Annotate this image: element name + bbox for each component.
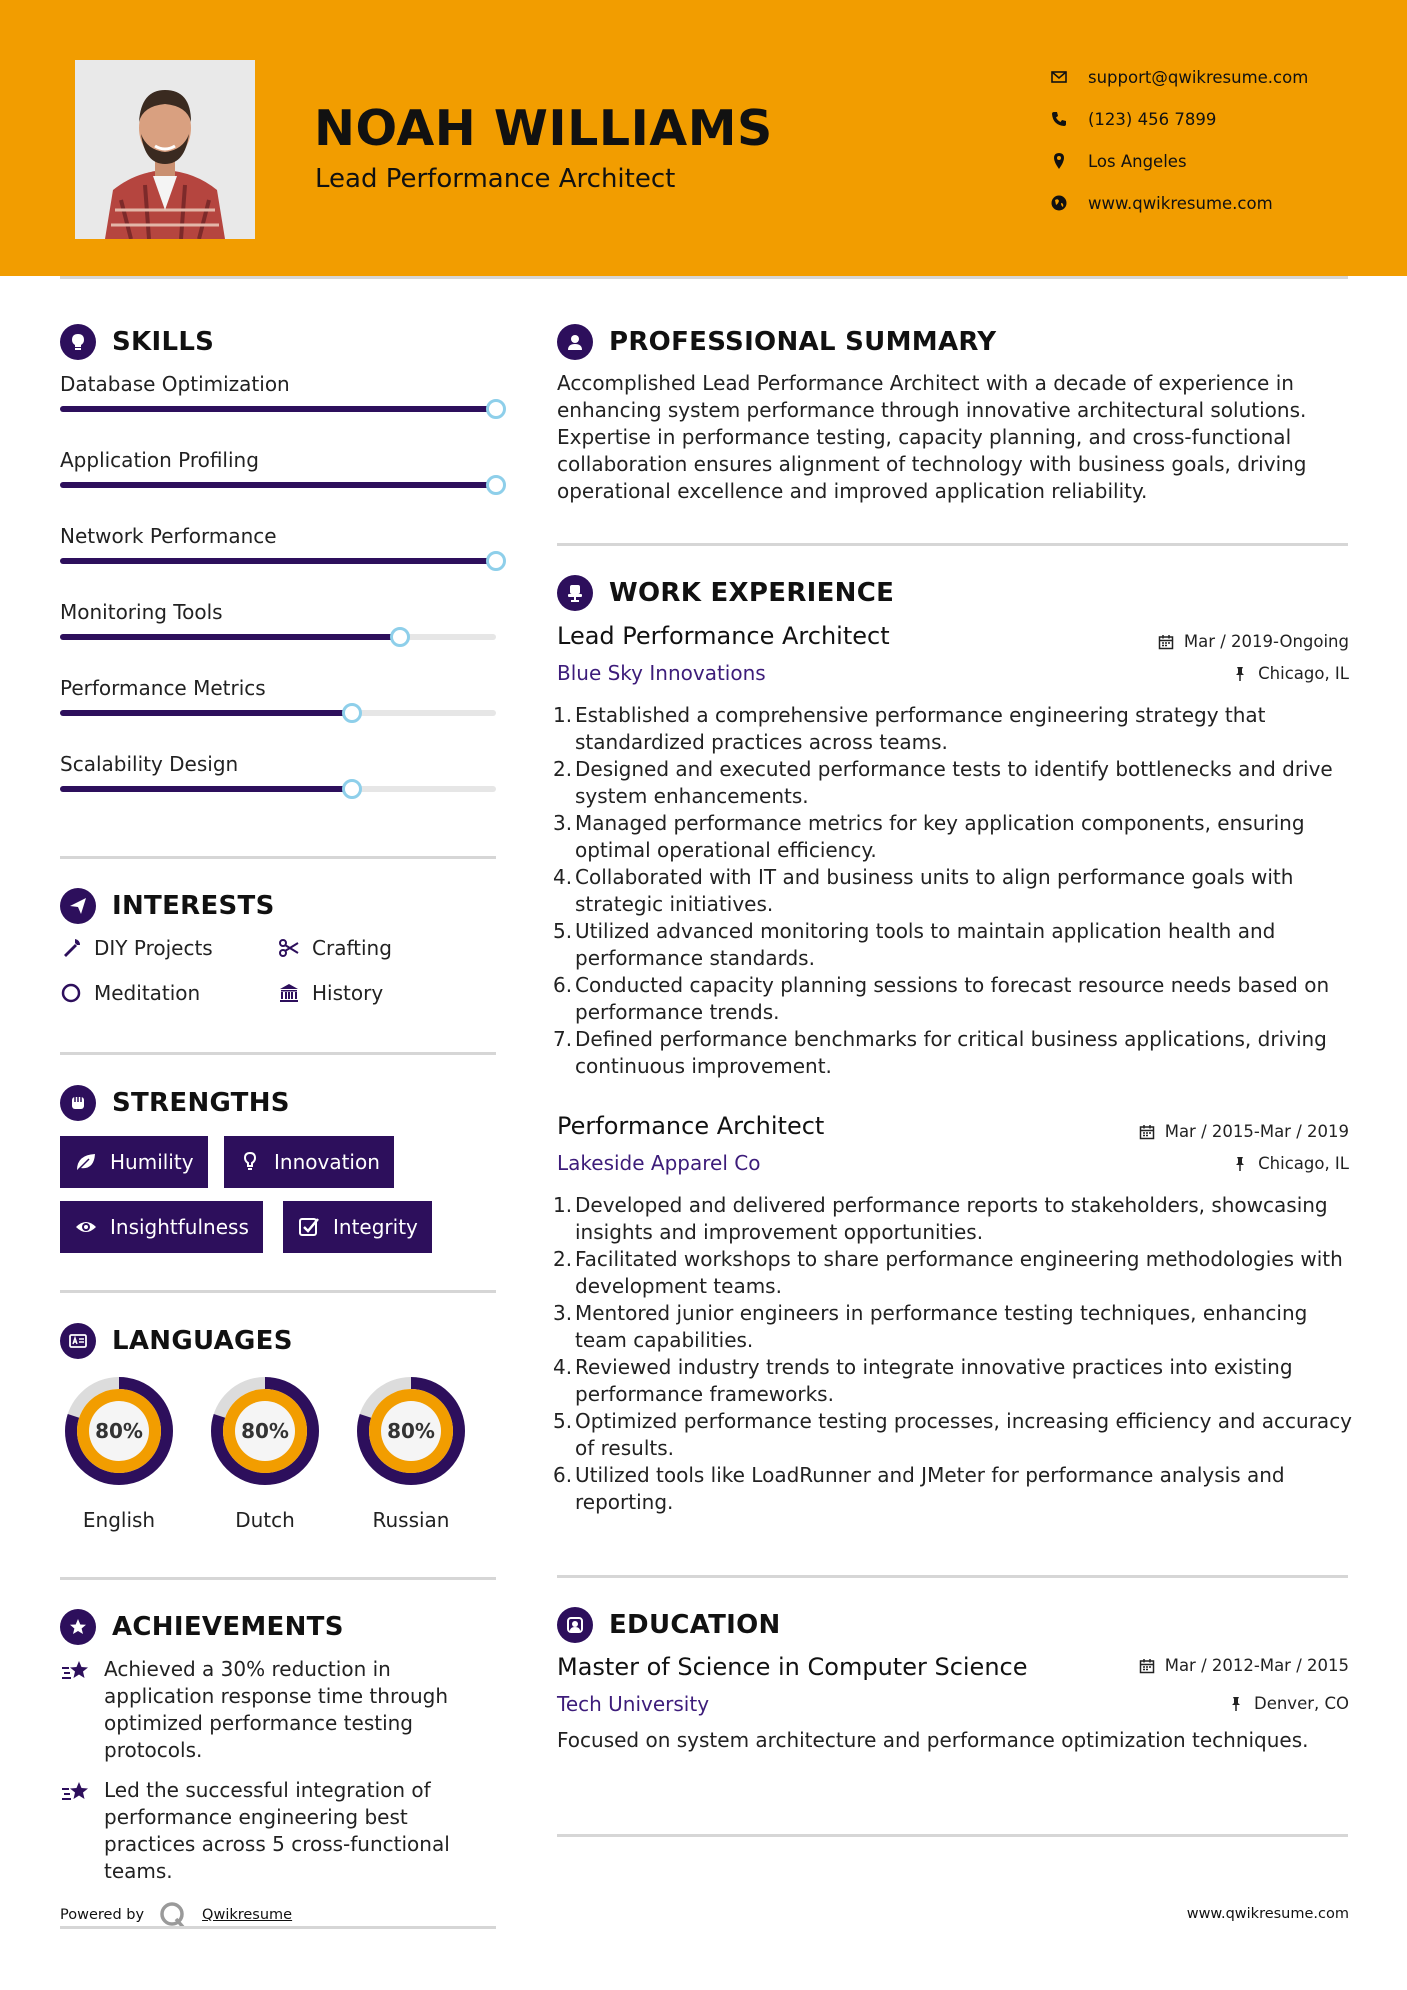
calendar-icon: [1158, 634, 1174, 650]
circle-icon: [60, 982, 82, 1004]
office-chair-icon: [557, 575, 593, 611]
strength-label: Insightfulness: [110, 1215, 249, 1239]
job-dates: [1158, 632, 1349, 651]
education-location-text: Denver, CO: [1253, 1694, 1349, 1713]
skill-label: Monitoring Tools: [60, 600, 223, 624]
envelope-icon: [1050, 68, 1068, 86]
check-square-icon: [297, 1215, 321, 1239]
shooting-star-icon: [60, 1658, 92, 1686]
strength-label: Innovation: [274, 1150, 380, 1174]
strength-tag: [60, 1201, 263, 1253]
bullet-text: Reviewed industry trends to integrate innovative practices into existing performance frameworks.: [575, 1355, 1293, 1406]
job-title: Performance Architect: [557, 1112, 825, 1140]
skill-bar: [60, 558, 496, 564]
list-item: 5. Utilized advanced monitoring tools to maintain application health and performance standards.: [553, 918, 1353, 972]
skill-bar: [60, 406, 496, 412]
job-bullet-list: [553, 1192, 1353, 1516]
bullet-text: Conducted capacity planning sessions to forecast resource needs based on performance trends.: [575, 973, 1330, 1024]
language-percent: 80%: [241, 1419, 289, 1443]
divider: [557, 1834, 1348, 1837]
experience-heading: [557, 575, 894, 611]
wrench-icon: [60, 937, 82, 959]
job-bullet-list: [553, 702, 1353, 1080]
job-title: Lead Performance Architect: [557, 622, 890, 650]
interest-label: DIY Projects: [94, 936, 213, 960]
bullet-text: Defined performance benchmarks for critical business applications, driving continuous improvement.: [575, 1027, 1327, 1078]
bullet-text: Established a comprehensive performance engineering strategy that standardized practices across teams.: [575, 703, 1266, 754]
skill-item: [60, 524, 496, 548]
job-dates: [1139, 1122, 1349, 1141]
divider: [60, 1290, 496, 1293]
museum-icon: [278, 982, 300, 1004]
calendar-icon: [1139, 1658, 1155, 1674]
job-location-text: Chicago, IL: [1258, 1154, 1349, 1173]
skill-item: [60, 448, 496, 472]
interest-item: [60, 936, 213, 960]
divider: [557, 543, 1348, 546]
list-item: 2. Facilitated workshops to share performance engineering methodologies with development teams.: [553, 1246, 1353, 1300]
achievement-text: Led the successful integration of performance engineering best practices across 5 cross-functional teams.: [104, 1778, 450, 1883]
skill-slider-knob: [486, 475, 506, 495]
summary-heading: [557, 324, 996, 360]
skills-title: SKILLS: [112, 327, 215, 357]
job-dates-text: Mar / 2019-Ongoing: [1183, 632, 1349, 651]
achievement-item: [60, 1656, 500, 1764]
brand-link[interactable]: Qwikresume: [202, 1907, 293, 1923]
strength-tag: [283, 1201, 432, 1253]
pushpin-icon: [1232, 1156, 1248, 1172]
scissors-icon: [278, 937, 300, 959]
interests-title: INTERESTS: [112, 891, 275, 921]
skill-slider-knob: [486, 551, 506, 571]
languages-title: LANGUAGES: [112, 1326, 293, 1356]
language-label: English: [82, 1508, 156, 1532]
contact-phone-text: (123) 456 7899: [1088, 109, 1217, 129]
lightbulb-icon: [238, 1150, 262, 1174]
list-item: 3. Mentored junior engineers in performance testing techniques, enhancing team capabilities.: [553, 1300, 1353, 1354]
user-icon: [557, 324, 593, 360]
education-heading: [557, 1607, 781, 1643]
bullet-text: Developed and delivered performance reports to stakeholders, showcasing insights and improvement opportunities.: [575, 1193, 1328, 1244]
lightbulb-icon: [60, 324, 96, 360]
map-pin-icon: [1050, 152, 1068, 170]
interest-item: [278, 936, 392, 960]
divider: [60, 1577, 496, 1580]
header-banner: [0, 0, 1407, 276]
contact-list: [1050, 56, 1390, 224]
interest-label: Crafting: [312, 936, 392, 960]
education-location: [1228, 1694, 1349, 1713]
divider: [557, 1575, 1348, 1578]
education-dates-text: Mar / 2012-Mar / 2015: [1164, 1656, 1349, 1675]
company-name: Lakeside Apparel Co: [557, 1151, 761, 1175]
list-item: 5. Optimized performance testing processes, increasing efficiency and accuracy of results.: [553, 1409, 1353, 1460]
strengths-heading: [60, 1085, 290, 1121]
languages-heading: [60, 1323, 293, 1359]
pushpin-icon: [1232, 666, 1248, 682]
skill-item: [60, 752, 496, 776]
skill-slider-knob: [342, 779, 362, 799]
skill-item: [60, 676, 496, 700]
job-location: [1232, 664, 1349, 683]
list-item: 4. Reviewed industry trends to integrate innovative practices into existing performance frameworks.: [553, 1354, 1353, 1408]
job-location: [1232, 1154, 1349, 1173]
skill-label: Performance Metrics: [60, 676, 266, 700]
profile-photo: [75, 60, 255, 239]
contact-phone[interactable]: [1050, 98, 1390, 140]
language-ring: [204, 1370, 326, 1492]
bullet-text: Utilized tools like LoadRunner and JMeter for performance analysis and reporting.: [575, 1463, 1285, 1514]
achievements-title: ACHIEVEMENTS: [112, 1612, 344, 1642]
eye-icon: [74, 1215, 98, 1239]
language-percent: 80%: [387, 1419, 435, 1443]
skill-item: [60, 372, 496, 396]
list-item: 2. Designed and executed performance tests to identify bottlenecks and drive system enhancements.: [553, 756, 1353, 810]
interest-item: [278, 981, 383, 1005]
fist-icon: [60, 1085, 96, 1121]
list-item: 6. Conducted capacity planning sessions to forecast resource needs based on performance trends.: [553, 972, 1353, 1026]
skill-slider-knob: [342, 703, 362, 723]
summary-text: Accomplished Lead Performance Architect with a decade of experience in enhancing system performance through innovative architectural solutions. Expertise in performance testing, capacity planning, and cross-functional collaboration ensures alignment of technology with business goals, driving operational excellence and improved application reliability.: [557, 371, 1307, 503]
paper-plane-icon: [60, 888, 96, 924]
skill-item: [60, 600, 496, 624]
language-label: Dutch: [235, 1508, 295, 1532]
globe-icon: [1050, 194, 1068, 212]
divider: [60, 1052, 496, 1055]
achievement-item: [60, 1777, 500, 1885]
bullet-text: Collaborated with IT and business units to align performance goals with strategic initiatives.: [575, 865, 1294, 916]
language-ring: [350, 1370, 472, 1492]
list-item: 1. Established a comprehensive performance engineering strategy that standardized practices across teams.: [553, 702, 1353, 756]
skill-label: Database Optimization: [60, 372, 290, 396]
summary-title: PROFESSIONAL SUMMARY: [609, 327, 997, 357]
skill-label: Scalability Design: [60, 752, 239, 776]
leaf-icon: [74, 1150, 98, 1174]
skill-label: Application Profiling: [60, 448, 259, 472]
achievements-heading: [60, 1609, 344, 1645]
interest-item: [60, 981, 200, 1005]
divider: [60, 276, 1348, 279]
list-item: 7. Defined performance benchmarks for critical business applications, driving continuous improvement.: [553, 1026, 1353, 1080]
skill-bar: [60, 634, 496, 640]
powered-by-label: Powered by: [60, 1907, 145, 1923]
school-name: Tech University: [557, 1692, 710, 1716]
bullet-text: Managed performance metrics for key application components, ensuring optimal operational efficiency.: [575, 811, 1305, 862]
strengths-title: STRENGTHS: [112, 1088, 290, 1118]
star-badge-icon: [60, 1609, 96, 1645]
footer-website[interactable]: www.qwikresume.com: [1186, 1906, 1349, 1922]
interest-label: History: [312, 981, 384, 1005]
bullet-text: Utilized advanced monitoring tools to maintain application health and performance standards.: [575, 919, 1276, 970]
interests-heading: [60, 888, 275, 924]
shooting-star-icon: [60, 1779, 92, 1807]
skill-slider-knob: [486, 399, 506, 419]
contact-email[interactable]: [1050, 56, 1390, 98]
language-card-icon: [60, 1323, 96, 1359]
language-item: [58, 1370, 180, 1532]
strength-tag: [60, 1136, 208, 1188]
list-item: 4. Collaborated with IT and business units to align performance goals with strategic initiatives.: [553, 864, 1353, 918]
calendar-icon: [1139, 1124, 1155, 1140]
divider: [60, 856, 496, 859]
language-item: [350, 1370, 472, 1532]
skill-bar: [60, 786, 496, 792]
education-dates: [1139, 1656, 1349, 1675]
contact-location: [1050, 140, 1390, 182]
pushpin-icon: [1228, 1696, 1244, 1712]
education-description: Focused on system architecture and performance optimization techniques.: [557, 1728, 1309, 1752]
education-title: EDUCATION: [609, 1610, 781, 1640]
divider: [60, 1926, 496, 1929]
skill-label: Network Performance: [60, 524, 277, 548]
bullet-text: Optimized performance testing processes, increasing efficiency and accuracy of results.: [575, 1409, 1353, 1460]
strength-label: Integrity: [333, 1215, 418, 1239]
contact-email-text: support@qwikresume.com: [1088, 67, 1309, 87]
candidate-title: Lead Performance Architect: [315, 164, 676, 194]
language-percent: 80%: [95, 1419, 143, 1443]
language-item: [204, 1370, 326, 1532]
list-item: 6. Utilized tools like LoadRunner and JMeter for performance analysis and reporting.: [553, 1462, 1353, 1516]
bullet-text: Mentored junior engineers in performance testing techniques, enhancing team capabilities.: [575, 1301, 1308, 1352]
list-item: 1. Developed and delivered performance reports to stakeholders, showcasing insights and improvement opportunities.: [553, 1192, 1353, 1246]
strength-label: Humility: [110, 1150, 194, 1174]
language-label: Russian: [372, 1508, 450, 1532]
strength-tag: [224, 1136, 394, 1188]
candidate-name: NOAH WILLIAMS: [314, 100, 773, 157]
achievement-text: Achieved a 30% reduction in application response time through optimized performance testing protocols.: [104, 1657, 449, 1762]
skill-slider-knob: [390, 627, 410, 647]
graduate-icon: [557, 1607, 593, 1643]
job-dates-text: Mar / 2015-Mar / 2019: [1164, 1122, 1349, 1141]
bullet-text: Designed and executed performance tests to identify bottlenecks and drive system enhancements.: [575, 757, 1333, 808]
phone-icon: [1050, 110, 1068, 128]
degree-title: Master of Science in Computer Science: [557, 1653, 1028, 1681]
list-item: 3. Managed performance metrics for key application components, ensuring optimal operational efficiency.: [553, 810, 1353, 864]
skill-bar: [60, 710, 496, 716]
interest-label: Meditation: [94, 981, 201, 1005]
contact-website[interactable]: [1050, 182, 1390, 224]
experience-title: WORK EXPERIENCE: [609, 578, 895, 608]
skills-heading: [60, 324, 214, 360]
company-name: Blue Sky Innovations: [557, 661, 766, 685]
language-ring: [58, 1370, 180, 1492]
skill-bar: [60, 482, 496, 488]
bullet-text: Facilitated workshops to share performance engineering methodologies with development teams.: [575, 1247, 1343, 1298]
contact-website-text: www.qwikresume.com: [1088, 193, 1273, 213]
job-location-text: Chicago, IL: [1258, 664, 1349, 683]
contact-location-text: Los Angeles: [1088, 151, 1187, 171]
